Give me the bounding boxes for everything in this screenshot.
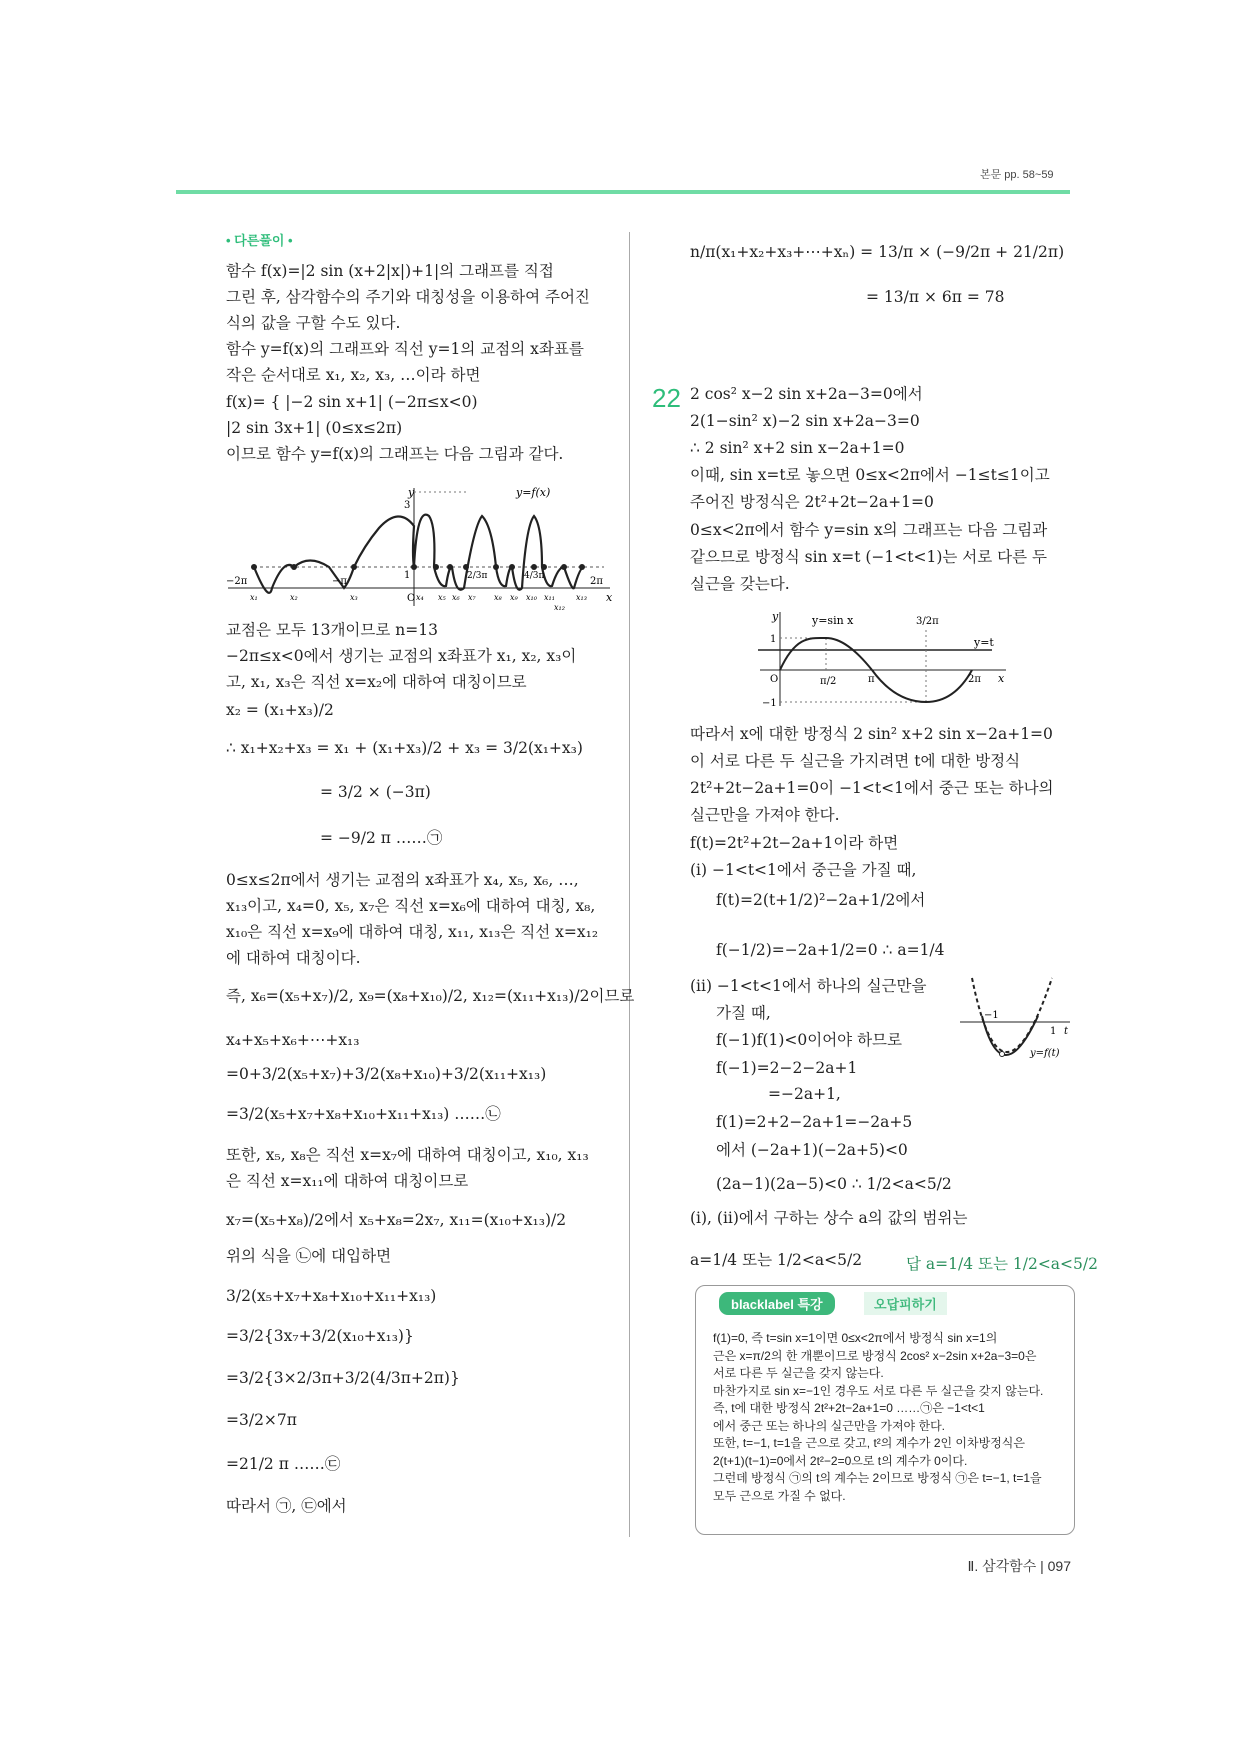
box-line: 모두 근으로 가질 수 없다. [713,1488,846,1503]
g1-point-label: x₉ [510,593,518,602]
left-line: 또한, x₅, x₈은 직선 x=x₇에 대하여 대칭이고, x₁₀, x₁₃ [226,1146,589,1164]
left-line: 함수 y=f(x)의 그래프와 직선 y=1의 교점의 x좌표를 [226,340,584,358]
left-line: 이므로 함수 y=f(x)의 그래프는 다음 그림과 같다. [226,445,564,463]
left-line: =3/2(x₅+x₇+x₈+x₁₀+x₁₁+x₁₃) ……㉡ [226,1105,501,1123]
left-line: =0+3/2(x₅+x₇)+3/2(x₈+x₁₀)+3/2(x₁₁+x₁₃) [226,1065,547,1083]
right-line: f(t)=2t²+2t−2a+1이라 하면 [690,834,899,852]
g1-2pi: 2π [590,576,603,587]
left-line: 교점은 모두 13개이므로 n=13 [226,621,438,639]
left-line: 작은 순서대로 x₁, x₂, x₃, …이라 하면 [226,366,481,384]
left-line: 에 대하여 대칭이다. [226,949,361,967]
g1-ytick-3: 3 [404,500,411,511]
g2-2pi: 2π [968,674,981,685]
g1-point-label: x₁₁ [544,593,555,602]
right-line: ∴ 2 sin² x+2 sin x−2a+1=0 [690,439,905,457]
left-line: 0≤x≤2π에서 생기는 교점의 x좌표가 x₄, x₅, x₆, …, [226,871,579,889]
page-footer: Ⅱ. 삼각함수 | 097 [967,1558,1071,1574]
left-line: 즉, x₆=(x₅+x₇)/2, x₉=(x₈+x₁₀)/2, x₁₂=(x₁₁+x₁₃)/2이므로 [226,987,635,1005]
left-line: 고, x₁, x₃은 직선 x=x₂에 대하여 대칭이므로 [226,673,527,691]
box-line: 또한, t=−1, t=1을 근으로 갖고, t²의 계수가 2인 이차방정식은 [713,1436,1025,1450]
g3-f-label: y=f(t) [1030,1048,1060,1059]
g1-y-label: y [408,486,415,499]
g1-curve-label: y=f(x) [516,486,551,499]
g3-t-axis: t [1064,1026,1069,1037]
g1-point-label: x₇ [468,593,476,602]
left-line: =3/2{3x₇+3/2(x₁₀+x₁₃)} [226,1327,414,1345]
left-line: f(x)= { |−2 sin x+1| (−2π≤x<0) [226,393,478,411]
left-line: =21/2 π ……㉢ [226,1455,341,1473]
left-line: =3/2{3×2/3π+3/2(4/3π+2π)} [226,1369,460,1387]
left-line: 따라서 ㉠, ㉢에서 [226,1497,347,1515]
left-line: x₁₃이고, x₄=0, x₅, x₇은 직선 x=x₆에 대하여 대칭, x₈, [226,897,596,915]
graph-f-t [960,976,1072,1080]
g1-point-label: x₆ [452,593,460,602]
left-line: |2 sin 3x+1| (0≤x≤2π) [226,419,403,437]
left-line: = −9/2 π ……㉠ [320,829,443,847]
graph-f-x [224,486,616,610]
answer-line: 답 a=1/4 또는 1/2<a<5/2 [906,1255,1098,1273]
right-line: 가질 때, [716,1004,771,1022]
right-line: =−2a+1, [768,1085,841,1103]
g1-point-label: x₁₂ [554,603,565,610]
right-line: 2(1−sin² x)−2 sin x+2a−3=0 [690,412,920,430]
right-line: 이 서로 다른 두 실근을 가지려면 t에 대한 방정식 [690,752,1021,770]
g1-ytick-1: 1 [404,570,411,581]
right-line: 같으므로 방정식 sin x=t (−1<t<1)는 서로 다른 두 [690,548,1047,566]
right-line: 실근을 갖는다. [690,575,790,593]
right-line: (i) −1<t<1에서 중근을 가질 때, [690,861,917,879]
right-line: (i), (ii)에서 구하는 상수 a의 값의 범위는 [690,1209,968,1227]
g1-point-label: x₂ [290,593,298,602]
right-line: a=1/4 또는 1/2<a<5/2 [690,1251,863,1269]
g1-point-label: x₃ [350,593,358,602]
left-line: =3/2×7π [226,1411,297,1429]
g1-point-label: x₈ [494,593,502,602]
box-line: 그런데 방정식 ㉠의 t의 계수는 2이므로 방정식 ㉠은 t=−1, t=1을 [713,1471,1042,1485]
alt-solution-tag: • 다른풀이 • [226,233,293,248]
right-line: f(1)=2+2−2a+1=−2a+5 [716,1113,913,1131]
question-number: 22 [652,383,681,413]
g1-x-label: x [606,591,613,604]
g2-pi: π [868,674,875,685]
left-line: 3/2(x₅+x₇+x₈+x₁₀+x₁₁+x₁₃) [226,1287,437,1305]
g1-point-label: x₁ [250,593,258,602]
left-line: x₄+x₅+x₆+⋯+x₁₃ [226,1031,360,1049]
g1-point-label: x₅ [438,593,446,602]
left-line: ∴ x₁+x₂+x₃ = x₁ + (x₁+x₃)/2 + x₃ = 3/2(x₁+x₃) [226,739,583,757]
right-line: f(t)=2(t+1/2)²−2a+1/2에서 [716,891,926,909]
box-line: 마찬가지로 sin x=−1인 경우도 서로 다른 두 실근을 갖지 않는다. [713,1383,1044,1398]
box-tab-mistake: 오답피하기 [864,1292,947,1315]
right-line: (2a−1)(2a−5)<0 ∴ 1/2<a<5/2 [716,1175,952,1193]
box-line: f(1)=0, 즉 t=sin x=1이면 0≤x<2π에서 방정식 sin x=1의 [713,1331,998,1345]
g1-neg-pi: −π [332,576,347,587]
g2-sin-label: y=sin x [812,614,854,627]
g2-t-label: y=t [974,636,994,649]
left-line: 함수 f(x)=|2 sin (x+2|x|)+1|의 그래프를 직접 [226,262,554,280]
right-line: 0≤x<2π에서 함수 y=sin x의 그래프는 다음 그림과 [690,521,1048,539]
right-line: 2 cos² x−2 sin x+2a−3=0에서 [690,385,923,403]
header-rule [176,190,1070,194]
box-line: 즉, t에 대한 방정식 2t²+2t−2a+1=0 ……㉠은 −1<t<1 [713,1401,985,1415]
g1-point-label: x₁₃ [576,593,587,602]
left-line: 그린 후, 삼각함수의 주기와 대칭성을 이용하여 주어진 [226,288,590,306]
g1-origin: O [407,593,416,604]
left-line: x₂ = (x₁+x₃)/2 [226,701,334,719]
g2-neg-one: −1 [762,698,777,709]
g2-y-label: y [772,610,779,623]
right-line: 2t²+2t−2a+1=0이 −1<t<1에서 중근 또는 하나의 [690,779,1054,797]
g3-one: 1 [1050,1026,1057,1037]
left-line: 식의 값을 구할 수도 있다. [226,314,401,332]
box-line: 서로 다른 두 실근을 갖지 않는다. [713,1366,884,1380]
left-line: 은 직선 x=x₁₁에 대하여 대칭이므로 [226,1172,469,1190]
left-line: x₁₀은 직선 x=x₉에 대하여 대칭, x₁₁, x₁₃은 직선 x=x₁₂ [226,923,599,941]
right-line: 이때, sin x=t로 놓으면 0≤x<2π에서 −1≤t≤1이고 [690,466,1050,484]
left-line: x₇=(x₅+x₈)/2에서 x₅+x₈=2x₇, x₁₁=(x₁₀+x₁₃)/2 [226,1211,567,1229]
box-line: 에서 중근 또는 하나의 실근만을 가져야 한다. [713,1418,945,1433]
right-line: f(−1)f(1)<0이어야 하므로 [716,1031,902,1049]
g2-half-pi: π/2 [820,676,837,687]
g2-origin: O [770,674,779,685]
right-line: 에서 (−2a+1)(−2a+5)<0 [716,1141,908,1159]
g1-point-label: x₁₀ [526,593,537,602]
right-line: f(−1/2)=−2a+1/2=0 ∴ a=1/4 [716,941,945,959]
box-line: 2(t+1)(t−1)=0에서 2t²−2=0으로 t의 계수가 0이다. [713,1453,968,1468]
right-line: 실근만을 가져야 한다. [690,806,840,824]
g2-3-2pi: 3/2π [916,616,939,627]
right-line: 주어진 방정식은 2t²+2t−2a+1=0 [690,493,934,511]
g2-one: 1 [770,634,777,645]
left-line: = 3/2 × (−3π) [320,783,431,801]
g1-point-label: x₄ [416,593,424,602]
column-divider [629,232,630,1537]
left-line: −2π≤x<0에서 생기는 교점의 x좌표가 x₁, x₂, x₃이 [226,647,577,665]
box-line: 근은 x=π/2의 한 개뿐이므로 방정식 2cos² x−2sin x+2a−3=0은 [713,1348,1037,1363]
g2-x-label: x [998,672,1005,685]
graph-sin-x [756,610,1012,710]
right-top-line: = 13/π × 6π = 78 [866,288,1005,306]
g1-4-3pi: 4/3π [524,571,545,581]
right-line: f(−1)=2−2−2a+1 [716,1059,858,1077]
g1-2-3pi: 2/3π [467,571,488,581]
g1-neg-2pi: −2π [226,576,248,587]
g3-neg-one: −1 [984,1010,999,1021]
right-line: 따라서 x에 대한 방정식 2 sin² x+2 sin x−2a+1=0 [690,725,1053,743]
left-line: 위의 식을 ㉡에 대입하면 [226,1247,392,1265]
box-tab-blacklabel: blacklabel 특강 [719,1292,835,1315]
page-reference: 본문 pp. 58~59 [980,169,1054,181]
right-top-line: n/π(x₁+x₂+x₃+⋯+xₙ) = 13/π × (−9/2π + 21/2π) [690,243,1065,261]
right-line: (ii) −1<t<1에서 하나의 실근만을 [690,977,927,995]
